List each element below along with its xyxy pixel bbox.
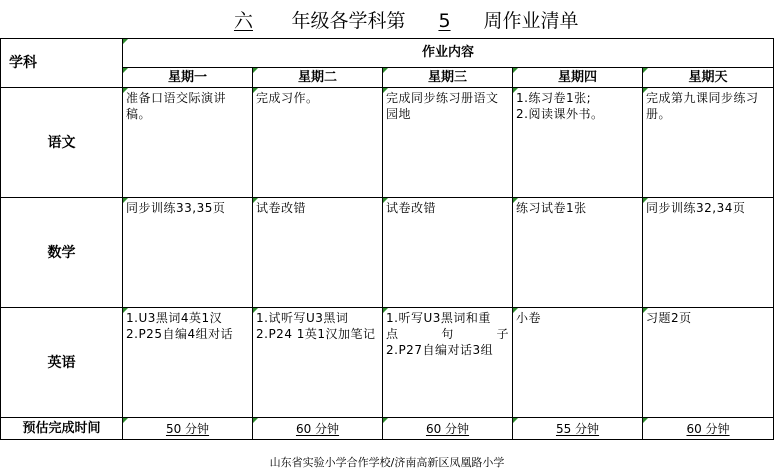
english-wed-word1: 点 xyxy=(386,327,399,341)
math-thu-cell[interactable] xyxy=(513,198,643,308)
title-mid: 年级各学科第 xyxy=(291,10,406,32)
math-thu-text: 练习试卷1张 xyxy=(516,201,587,215)
english-sun-cell[interactable] xyxy=(643,308,774,418)
english-mon-cell[interactable] xyxy=(123,308,253,418)
day-header-thu: 星期四 xyxy=(513,68,643,88)
english-sun-text: 习题2页 xyxy=(646,311,692,325)
english-wed-line2 xyxy=(386,326,509,342)
english-thu-cell[interactable] xyxy=(513,308,643,418)
week-value[interactable]: 5 xyxy=(438,10,451,32)
time-mon-value: 50 分钟 xyxy=(165,421,210,436)
english-wed-line3: 2.P27自编对话3组 xyxy=(386,343,494,357)
day-header-tue: 星期二 xyxy=(253,68,383,88)
time-wed-cell[interactable] xyxy=(383,418,513,440)
chinese-mon-text: 准备口语交际演讲稿。 xyxy=(126,91,227,121)
time-mon-cell[interactable] xyxy=(123,418,253,440)
time-wed-value: 60 分钟 xyxy=(425,421,470,436)
time-thu-value: 55 分钟 xyxy=(555,421,600,436)
title-end: 周作业清单 xyxy=(483,10,579,32)
day-header-wed: 星期三 xyxy=(383,68,513,88)
page-title xyxy=(0,6,774,36)
chinese-thu-cell[interactable] xyxy=(513,88,643,198)
chinese-wed-cell[interactable] xyxy=(383,88,513,198)
chinese-tue-cell[interactable] xyxy=(253,88,383,198)
chinese-tue-text: 完成习作。 xyxy=(256,91,319,105)
subject-chinese: 语文 xyxy=(1,88,123,198)
footer-school: 山东省实验小学合作学校/济南高新区凤凰路小学 xyxy=(269,456,505,469)
english-wed-line1: 1.听写U3黑词和重 xyxy=(386,311,491,325)
time-tue-value: 60 分钟 xyxy=(295,421,340,436)
math-wed-text: 试卷改错 xyxy=(386,201,437,215)
math-sun-cell[interactable] xyxy=(643,198,774,308)
chinese-sun-cell[interactable] xyxy=(643,88,774,198)
day-header-mon: 星期一 xyxy=(123,68,253,88)
english-tue-cell[interactable] xyxy=(253,308,383,418)
chinese-thu-line1: 1.练习卷1张; xyxy=(516,91,592,105)
english-wed-word3: 子 xyxy=(496,327,509,341)
chinese-sun-text: 完成第九课同步练习册。 xyxy=(646,91,759,121)
english-wed-word2: 句 xyxy=(441,327,454,341)
grade-value[interactable]: 六 xyxy=(233,10,253,32)
chinese-wed-text: 完成同步练习册语文园地 xyxy=(386,91,499,121)
math-wed-cell[interactable] xyxy=(383,198,513,308)
math-tue-text: 试卷改错 xyxy=(256,201,307,215)
time-sun-value: 60 分钟 xyxy=(686,421,730,436)
math-mon-cell[interactable] xyxy=(123,198,253,308)
chinese-thu-line2: 2.阅读课外书。 xyxy=(516,107,604,121)
time-label: 预估完成时间 xyxy=(1,418,123,440)
math-sun-text: 同步训练32,34页 xyxy=(646,201,746,215)
english-tue-line2: 2.P24 1英1汉加笔记 xyxy=(256,327,376,341)
chinese-mon-cell[interactable] xyxy=(123,88,253,198)
english-mon-line2: 2.P25自编4组对话 xyxy=(126,327,234,341)
math-tue-cell[interactable] xyxy=(253,198,383,308)
subject-english: 英语 xyxy=(1,308,123,418)
content-header: 作业内容 xyxy=(123,39,774,68)
english-mon-line1: 1.U3黑词4英1汉 xyxy=(126,311,223,325)
time-sun-cell[interactable] xyxy=(643,418,774,440)
subject-math: 数学 xyxy=(1,198,123,308)
day-header-sun: 星期天 xyxy=(643,68,774,88)
english-thu-text: 小卷 xyxy=(516,311,542,325)
subject-header: 学科 xyxy=(1,39,123,88)
time-thu-cell[interactable] xyxy=(513,418,643,440)
homework-table xyxy=(0,38,774,440)
english-tue-line1: 1.试听写U3黑词 xyxy=(256,311,349,325)
time-tue-cell[interactable] xyxy=(253,418,383,440)
math-mon-text: 同步训练33,35页 xyxy=(126,201,226,215)
english-wed-cell[interactable] xyxy=(383,308,513,418)
